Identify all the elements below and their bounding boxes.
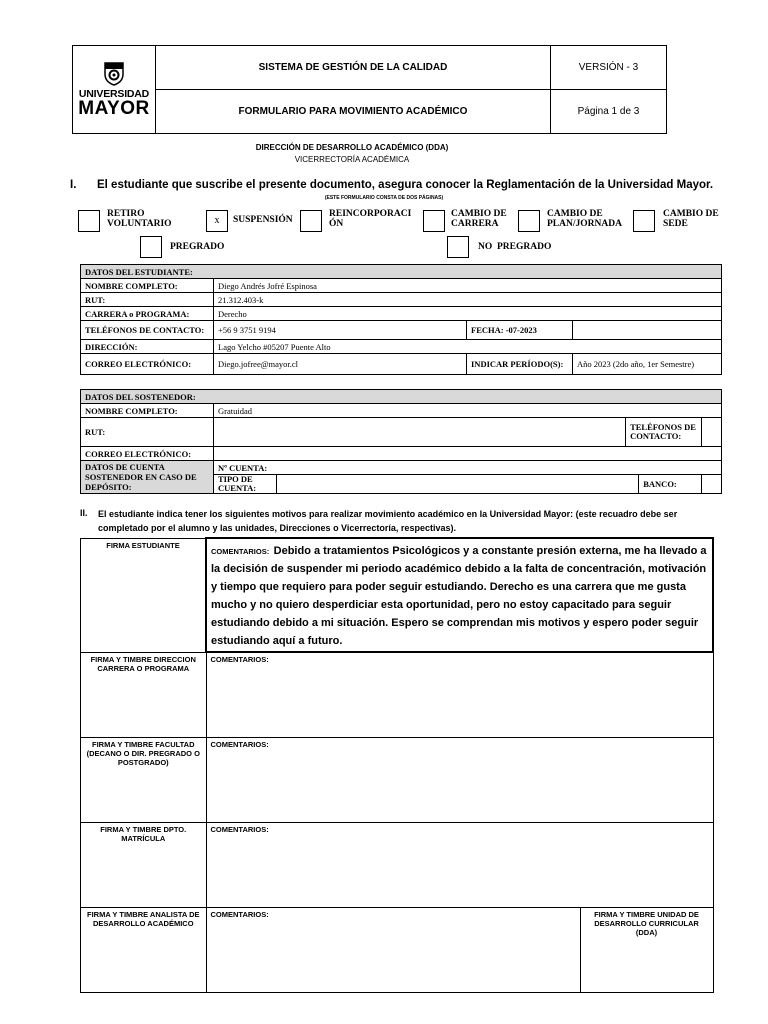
suspension-label: SUSPENSIÓN (233, 215, 293, 225)
retiro-label: RETIRO VOLUNTARIO (107, 209, 172, 229)
student-address-label: DIRECCIÓN: (81, 340, 214, 354)
student-name[interactable]: Diego Andrés Jofré Espinosa (214, 279, 722, 293)
enrollment-comment[interactable]: COMENTARIOS: (206, 822, 713, 907)
student-address[interactable]: Lago Yelcho #05207 Puente Alto (214, 340, 722, 354)
faculty-signature[interactable]: FIRMA Y TIMBRE FACULTAD (DECANO O DIR. PREGRADO O POSTGRADO) (81, 737, 207, 822)
section1-text: El estudiante que suscribe el presente documento, asegura conocer la Reglamentación de la Universidad Mayor. (97, 179, 714, 191)
faculty-comment[interactable]: COMENTARIOS: (206, 737, 713, 822)
cambio-plan-checkbox[interactable] (518, 210, 540, 232)
student-heading: DATOS DEL ESTUDIANTE: (81, 265, 722, 279)
logo-line2: MAYOR (78, 97, 150, 119)
cambio-carrera-checkbox[interactable] (423, 210, 445, 232)
cambio-plan-label: CAMBIO DE PLAN/JORNADA (547, 209, 622, 229)
student-signature[interactable]: FIRMA ESTUDIANTE (81, 538, 207, 652)
student-email-label: CORREO ELECTRÓNICO: (81, 354, 214, 375)
no-pregrado-label: NO PREGRADO (478, 242, 552, 252)
sponsor-bank-label: BANCO: (639, 475, 702, 494)
suspension-checkbox[interactable]: x (206, 210, 228, 232)
student-email[interactable]: Diego.jofree@mayor.cl (214, 354, 467, 375)
student-period-label: INDICAR PERÍODO(S): (467, 354, 573, 375)
student-comment[interactable]: Debido a tratamientos Psicológicos y a constante presión externa, me ha llevado a la decisión de suspender mi periodo académico debido a la falta de concentración, motivación y tiempo que requiero para poder seguir estudiando. Derecho es una carrera que me gusta mucho y no quiero desperdiciar esta oportunidad, pero no estoy capacitado para seguir estudiando debido a mi situación. Espero se comprendan mis motivos y espero poder seguir estudiando aquí a futuro. (211, 545, 707, 647)
logo-cell (73, 46, 156, 134)
sponsor-account-no-label[interactable]: Nº CUENTA: (214, 461, 722, 475)
student-table (80, 264, 722, 375)
retiro-checkbox[interactable] (78, 210, 100, 232)
page-number: Página 1 de 3 (551, 90, 667, 134)
student-period[interactable]: Año 2023 (2do año, 1er Semestre) (573, 354, 722, 375)
sponsor-rut-label: RUT: (81, 418, 214, 447)
university-shield-icon (102, 60, 126, 86)
section1-note: (ESTE FORMULARIO CONSTA DE DOS PÁGINAS) (324, 195, 444, 201)
student-comment-cell[interactable] (206, 538, 713, 652)
form-title: FORMULARIO PARA MOVIMIENTO ACADÉMICO (156, 90, 551, 134)
student-career-label: CARRERA o PROGRAMA: (81, 307, 214, 321)
system-title: SISTEMA DE GESTIÓN DE LA CALIDAD (156, 46, 551, 90)
reincorporacion-checkbox[interactable] (300, 210, 322, 232)
student-phone-label: TELÉFONOS DE CONTACTO: (81, 321, 214, 340)
vicerectoria: VICERRECTORÍA ACADÉMICA (294, 155, 410, 164)
student-date-value[interactable] (573, 321, 722, 340)
student-name-label: NOMBRE COMPLETO: (81, 279, 214, 293)
analyst-comment[interactable]: COMENTARIOS: (206, 907, 580, 992)
sponsor-account-label: DATOS DE CUENTA SOSTENEDOR EN CASO DE DEPÓSITO: (81, 461, 214, 494)
sponsor-heading: DATOS DEL SOSTENEDOR: (81, 390, 722, 404)
pregrado-checkbox[interactable] (140, 236, 162, 258)
analyst-signature[interactable]: FIRMA Y TIMBRE ANALISTA DE DESARROLLO ACADÉMICO (81, 907, 207, 992)
sponsor-rut[interactable] (214, 418, 626, 447)
student-career[interactable]: Derecho (214, 307, 722, 321)
student-phone[interactable]: +56 9 3751 9194 (214, 321, 467, 340)
sponsor-phone[interactable] (702, 418, 722, 447)
header-table (72, 45, 667, 134)
cambio-sede-checkbox[interactable] (633, 210, 655, 232)
sponsor-account-type[interactable] (277, 475, 639, 494)
reincorporacion-label: REINCORPORACIÓN (329, 209, 412, 229)
section2-text: El estudiante indica tener los siguientes motivos para realizar movimiento académico en la Universidad Mayor: (este recuadro debe ser completado por el alumno y las unidades, Direcciones o Vicerrectoría, respectivas). (98, 509, 678, 533)
section1-number: I. (70, 179, 77, 191)
cambio-sede-label: CAMBIO DE SEDE (663, 209, 719, 229)
student-date[interactable]: FECHA: -07-2023 (467, 321, 573, 340)
pregrado-label: PREGRADO (170, 242, 225, 252)
sponsor-phone-label: TELÉFONOS DE CONTACTO: (626, 418, 702, 447)
student-rut[interactable]: 21.312.403-k (214, 293, 722, 307)
student-rut-label: RUT: (81, 293, 214, 307)
sponsor-email[interactable] (214, 447, 722, 461)
sponsor-name[interactable]: Gratuidad (214, 404, 722, 418)
career-comment[interactable]: COMENTARIOS: (206, 652, 713, 737)
enrollment-signature[interactable]: FIRMA Y TIMBRE DPTO. MATRÍCULA (81, 822, 207, 907)
comments-label: COMENTARIOS: (211, 547, 270, 556)
career-signature[interactable]: FIRMA Y TIMBRE DIRECCION CARRERA O PROGRAMA (81, 652, 207, 737)
direction-title: DIRECCIÓN DE DESARROLLO ACADÉMICO (DDA) (255, 143, 449, 152)
unit-signature[interactable]: FIRMA Y TIMBRE UNIDAD DE DESARROLLO CURRICULAR (DDA) (580, 907, 713, 992)
no-pregrado-checkbox[interactable] (447, 236, 469, 258)
sponsor-bank[interactable] (702, 475, 722, 494)
sponsor-table (80, 389, 722, 494)
sponsor-account-type-label: TIPO DE CUENTA: (214, 475, 277, 494)
section2-number: II. (80, 508, 88, 518)
motives-table (80, 537, 714, 993)
logo-line1: UNIVERSIDAD (78, 87, 150, 100)
version: VERSIÓN - 3 (551, 46, 667, 90)
cambio-carrera-label: CAMBIO DE CARRERA (451, 209, 507, 229)
sponsor-email-label: CORREO ELECTRÓNICO: (81, 447, 214, 461)
sponsor-name-label: NOMBRE COMPLETO: (81, 404, 214, 418)
